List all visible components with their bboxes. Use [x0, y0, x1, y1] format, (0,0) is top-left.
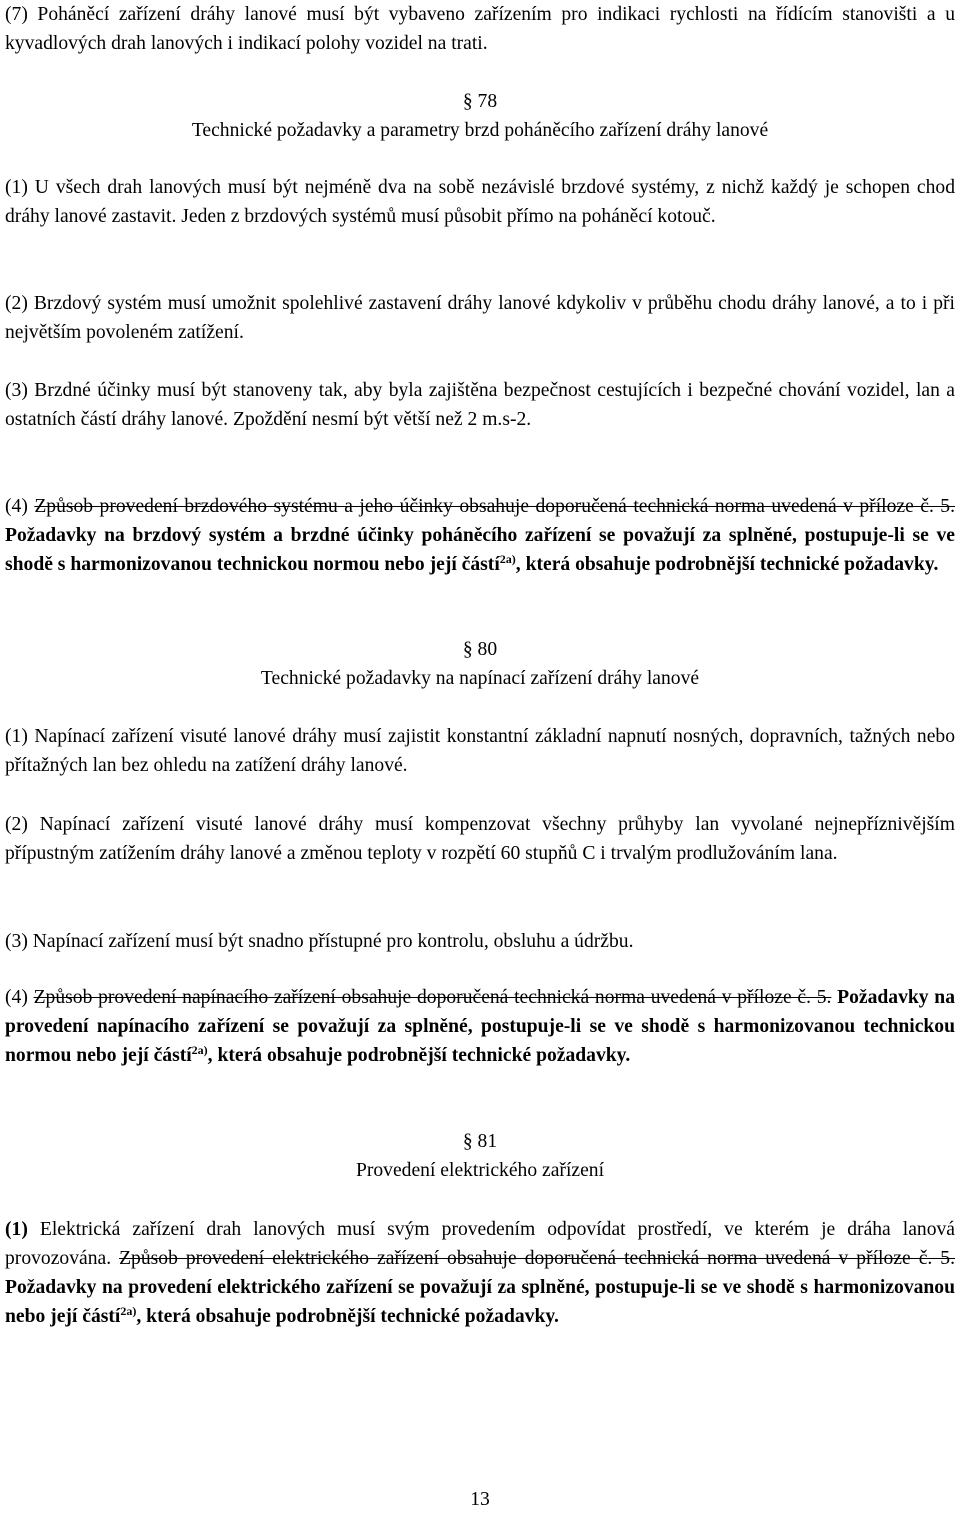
section-78-number: § 78	[462, 91, 498, 112]
paragraph-78-1: (1) U všech drah lanových musí být nejméně dva na sobě nezávislé brzdové systémy, z nichž každý je schopen chod dráhy lanové zastavit. Jeden z brzdových systémů musí působit přímo na poháněcí kotouč.	[5, 177, 955, 227]
document-page	[5, 0, 955, 1509]
paragraph-78-4-tail: , která obsahuje podrobnější technické požadavky.	[515, 554, 939, 575]
paragraph-78-4-bold-text: Požadavky na brzdový systém a brzdné účinky poháněcího zařízení se považují za splněné, postupuje-li se ve shodě s harmonizovanou technickou normou nebo její částí	[5, 525, 955, 575]
paragraph-78-3: (3) Brzdné účinky musí být stanoveny tak, aby byla zajištěna bezpečnost cestujících i bezpečné chování vozidel, lan a ostatních částí dráhy lanové. Zpoždění nesmí být větší než 2 m.s-2.	[5, 380, 955, 430]
section-80-title: Technické požadavky na napínací zařízení dráhy lanové	[260, 668, 700, 689]
paragraph-80-4-tail: , která obsahuje podrobnější technické požadavky.	[207, 1045, 631, 1066]
footnote-ref-2a: 2a)	[191, 1043, 208, 1057]
paragraph-80-4	[5, 983, 955, 1070]
footnote-ref-2a: 2a)	[120, 1304, 137, 1318]
paragraph-81-1-struck-text: Způsob provedení elektrického zařízení obsahuje doporučená technická norma uvedená v příloze č. 5.	[119, 1248, 955, 1269]
paragraph-80-4-bold-text: Požadavky na provedení napínacího zařízení se považují za splněné, postupuje-li se ve shodě s harmonizovanou technickou normou nebo její částí	[5, 987, 955, 1066]
section-81-title: Provedení elektrického zařízení	[355, 1160, 605, 1181]
paragraph-80-4-number: (4)	[5, 987, 34, 1008]
section-81-number: § 81	[462, 1131, 498, 1152]
paragraph-78-4-number: (4)	[5, 496, 35, 517]
paragraph-78-4	[5, 492, 955, 579]
paragraph-81-1-tail: , která obsahuje podrobnější technické požadavky.	[136, 1306, 559, 1327]
paragraph-80-1: (1) Napínací zařízení visuté lanové dráhy musí zajistit konstantní základní napnutí nosných, dopravních, tažných nebo přítažných lan bez ohledu na zatížení dráhy lanové.	[5, 726, 955, 776]
paragraph-78-4-struck-text: Způsob provedení brzdového systému a jeho účinky obsahuje doporučená technická norma uvedená v příloze č. 5.	[34, 496, 955, 517]
paragraph-78-2: (2) Brzdový systém musí umožnit spolehlivé zastavení dráhy lanové kdykoliv v průběhu chodu dráhy lanové, a to i při největším povoleném zatížení.	[5, 293, 955, 343]
section-80-number: § 80	[462, 639, 498, 660]
paragraph-81-1-text: Elektrická zařízení drah lanových musí svým provedením odpovídat prostředí, ve kterém je dráha lanová provozována.	[5, 1219, 955, 1269]
paragraph-81-1-number: (1)	[5, 1219, 28, 1240]
footnote-ref-2a: 2a)	[499, 552, 516, 566]
paragraph-80-2: (2) Napínací zařízení visuté lanové dráhy musí kompenzovat všechny průhyby lan vyvolané nejnepříznivějším přípustným zatížením dráhy lanové a změnou teploty v rozpětí 60 stupňů C i trvalým prodlužováním lana.	[5, 814, 955, 864]
paragraph-81-1	[5, 1215, 955, 1331]
paragraph-80-3: (3) Napínací zařízení musí být snadno přístupné pro kontrolu, obsluhu a údržbu.	[5, 931, 634, 952]
paragraph-80-4-struck-text: Způsob provedení napínacího zařízení obsahuje doporučená technická norma uvedená v příloze č. 5.	[33, 987, 832, 1008]
paragraph-81-1-bold-text: Požadavky na provedení elektrického zařízení se považují za splněné, postupuje-li se ve shodě s harmonizovanou nebo její částí	[5, 1277, 955, 1327]
section-78-title: Technické požadavky a parametry brzd poháněcího zařízení dráhy lanové	[191, 120, 769, 141]
page-number: 13	[470, 1489, 490, 1510]
paragraph-77-7: (7) Poháněcí zařízení dráhy lanové musí být vybaveno zařízením pro indikaci rychlosti na řídícím stanovišti a u kyvadlových drah lanových i indikací polohy vozidel na trati.	[5, 4, 955, 54]
